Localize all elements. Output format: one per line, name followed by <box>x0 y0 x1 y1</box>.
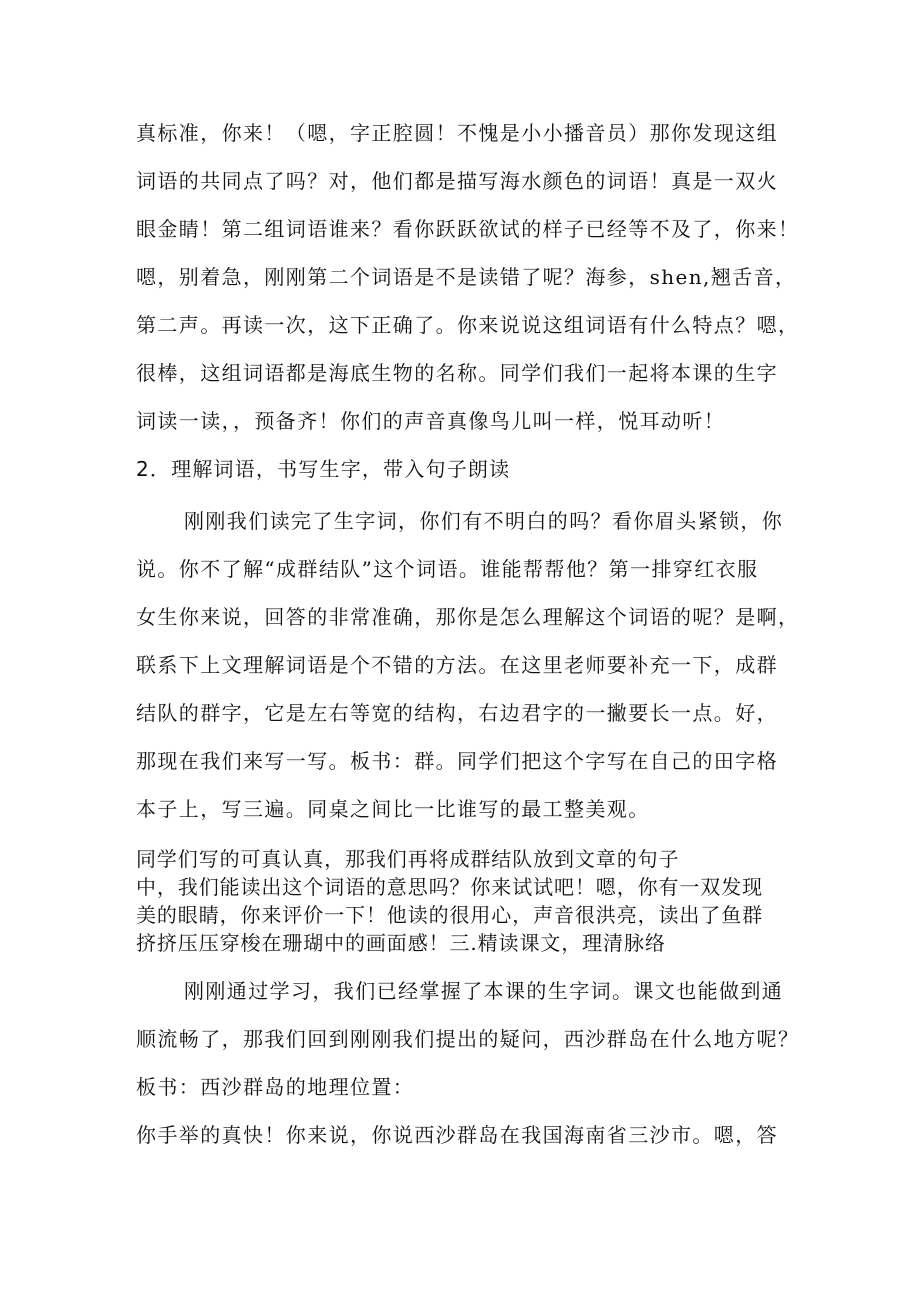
text-line: 本子上，写三遍。同桌之间比一比谁写的最工整美观。 <box>136 797 650 821</box>
text-line: 第二声。再读一次，这下正确了。你来说说这组词语有什么特点？嗯， <box>136 313 800 337</box>
text-line: 联系下上文理解词语是个不错的方法。在这里老师要补充一下，成群 <box>136 653 778 677</box>
text-line: 说。你不了解“成群结队”这个词语。谁能帮帮他？第一排穿红衣服 <box>136 557 759 581</box>
text-line: 板书：西沙群岛的地理位置： <box>136 1075 415 1099</box>
text-line: 同学们写的可真认真，那我们再将成群结队放到文章的句子 <box>136 847 680 871</box>
section-heading: 2．理解词语，书写生字，带入句子朗读 <box>136 457 511 481</box>
text-line: 挤挤压压穿梭在珊瑚中的画面感！三.精读课文，理清脉络 <box>136 931 666 955</box>
text-line: 美的眼睛，你来评价一下！他读的很用心，声音很洪亮，读出了鱼群 <box>136 903 763 927</box>
text-line: 眼金睛！第二组词语谁来？看你跃跃欲试的样子已经等不及了，你来！ <box>136 217 800 241</box>
text-line: 刚刚通过学习，我们已经掌握了本课的生字词。课文也能做到通 <box>184 979 784 1003</box>
text-line: 刚刚我们读完了生字词，你们有不明白的吗？看你眉头紧锁，你 <box>184 509 784 533</box>
text-line: 中，我们能读出这个词语的意思吗？你来试试吧！嗯，你有一双发现 <box>136 875 763 899</box>
text-line: 词读一读，，预备齐！你们的声音真像鸟儿叫一样，悦耳动听！ <box>136 409 726 433</box>
text-line: 结队的群字，它是左右等宽的结构，右边君字的一撇要长一点。好， <box>136 701 778 725</box>
text-line: 嗯，别着急，刚刚第二个词语是不是读错了呢？海参，shen,翘舌音， <box>136 265 797 289</box>
text-line: 那现在我们来写一写。板书：群。同学们把这个字写在自己的田字格 <box>136 749 778 773</box>
text-line: 词语的共同点了吗？对，他们都是描写海水颜色的词语！真是一双火 <box>136 169 778 193</box>
text-line: 你手举的真快！你来说，你说西沙群岛在我国海南省三沙市。嗯，答 <box>136 1123 778 1147</box>
text-line: 女生你来说，回答的非常准确，那你是怎么理解这个词语的呢？是啊， <box>136 605 800 629</box>
text-line: 顺流畅了，那我们回到刚刚我们提出的疑问，西沙群岛在什么地方呢？ <box>136 1027 800 1051</box>
text-line: 真标准，你来！（嗯，字正腔圆！不愧是小小播音员）那你发现这组 <box>136 121 778 145</box>
text-line: 很棒，这组词语都是海底生物的名称。同学们我们一起将本课的生字 <box>136 361 778 385</box>
